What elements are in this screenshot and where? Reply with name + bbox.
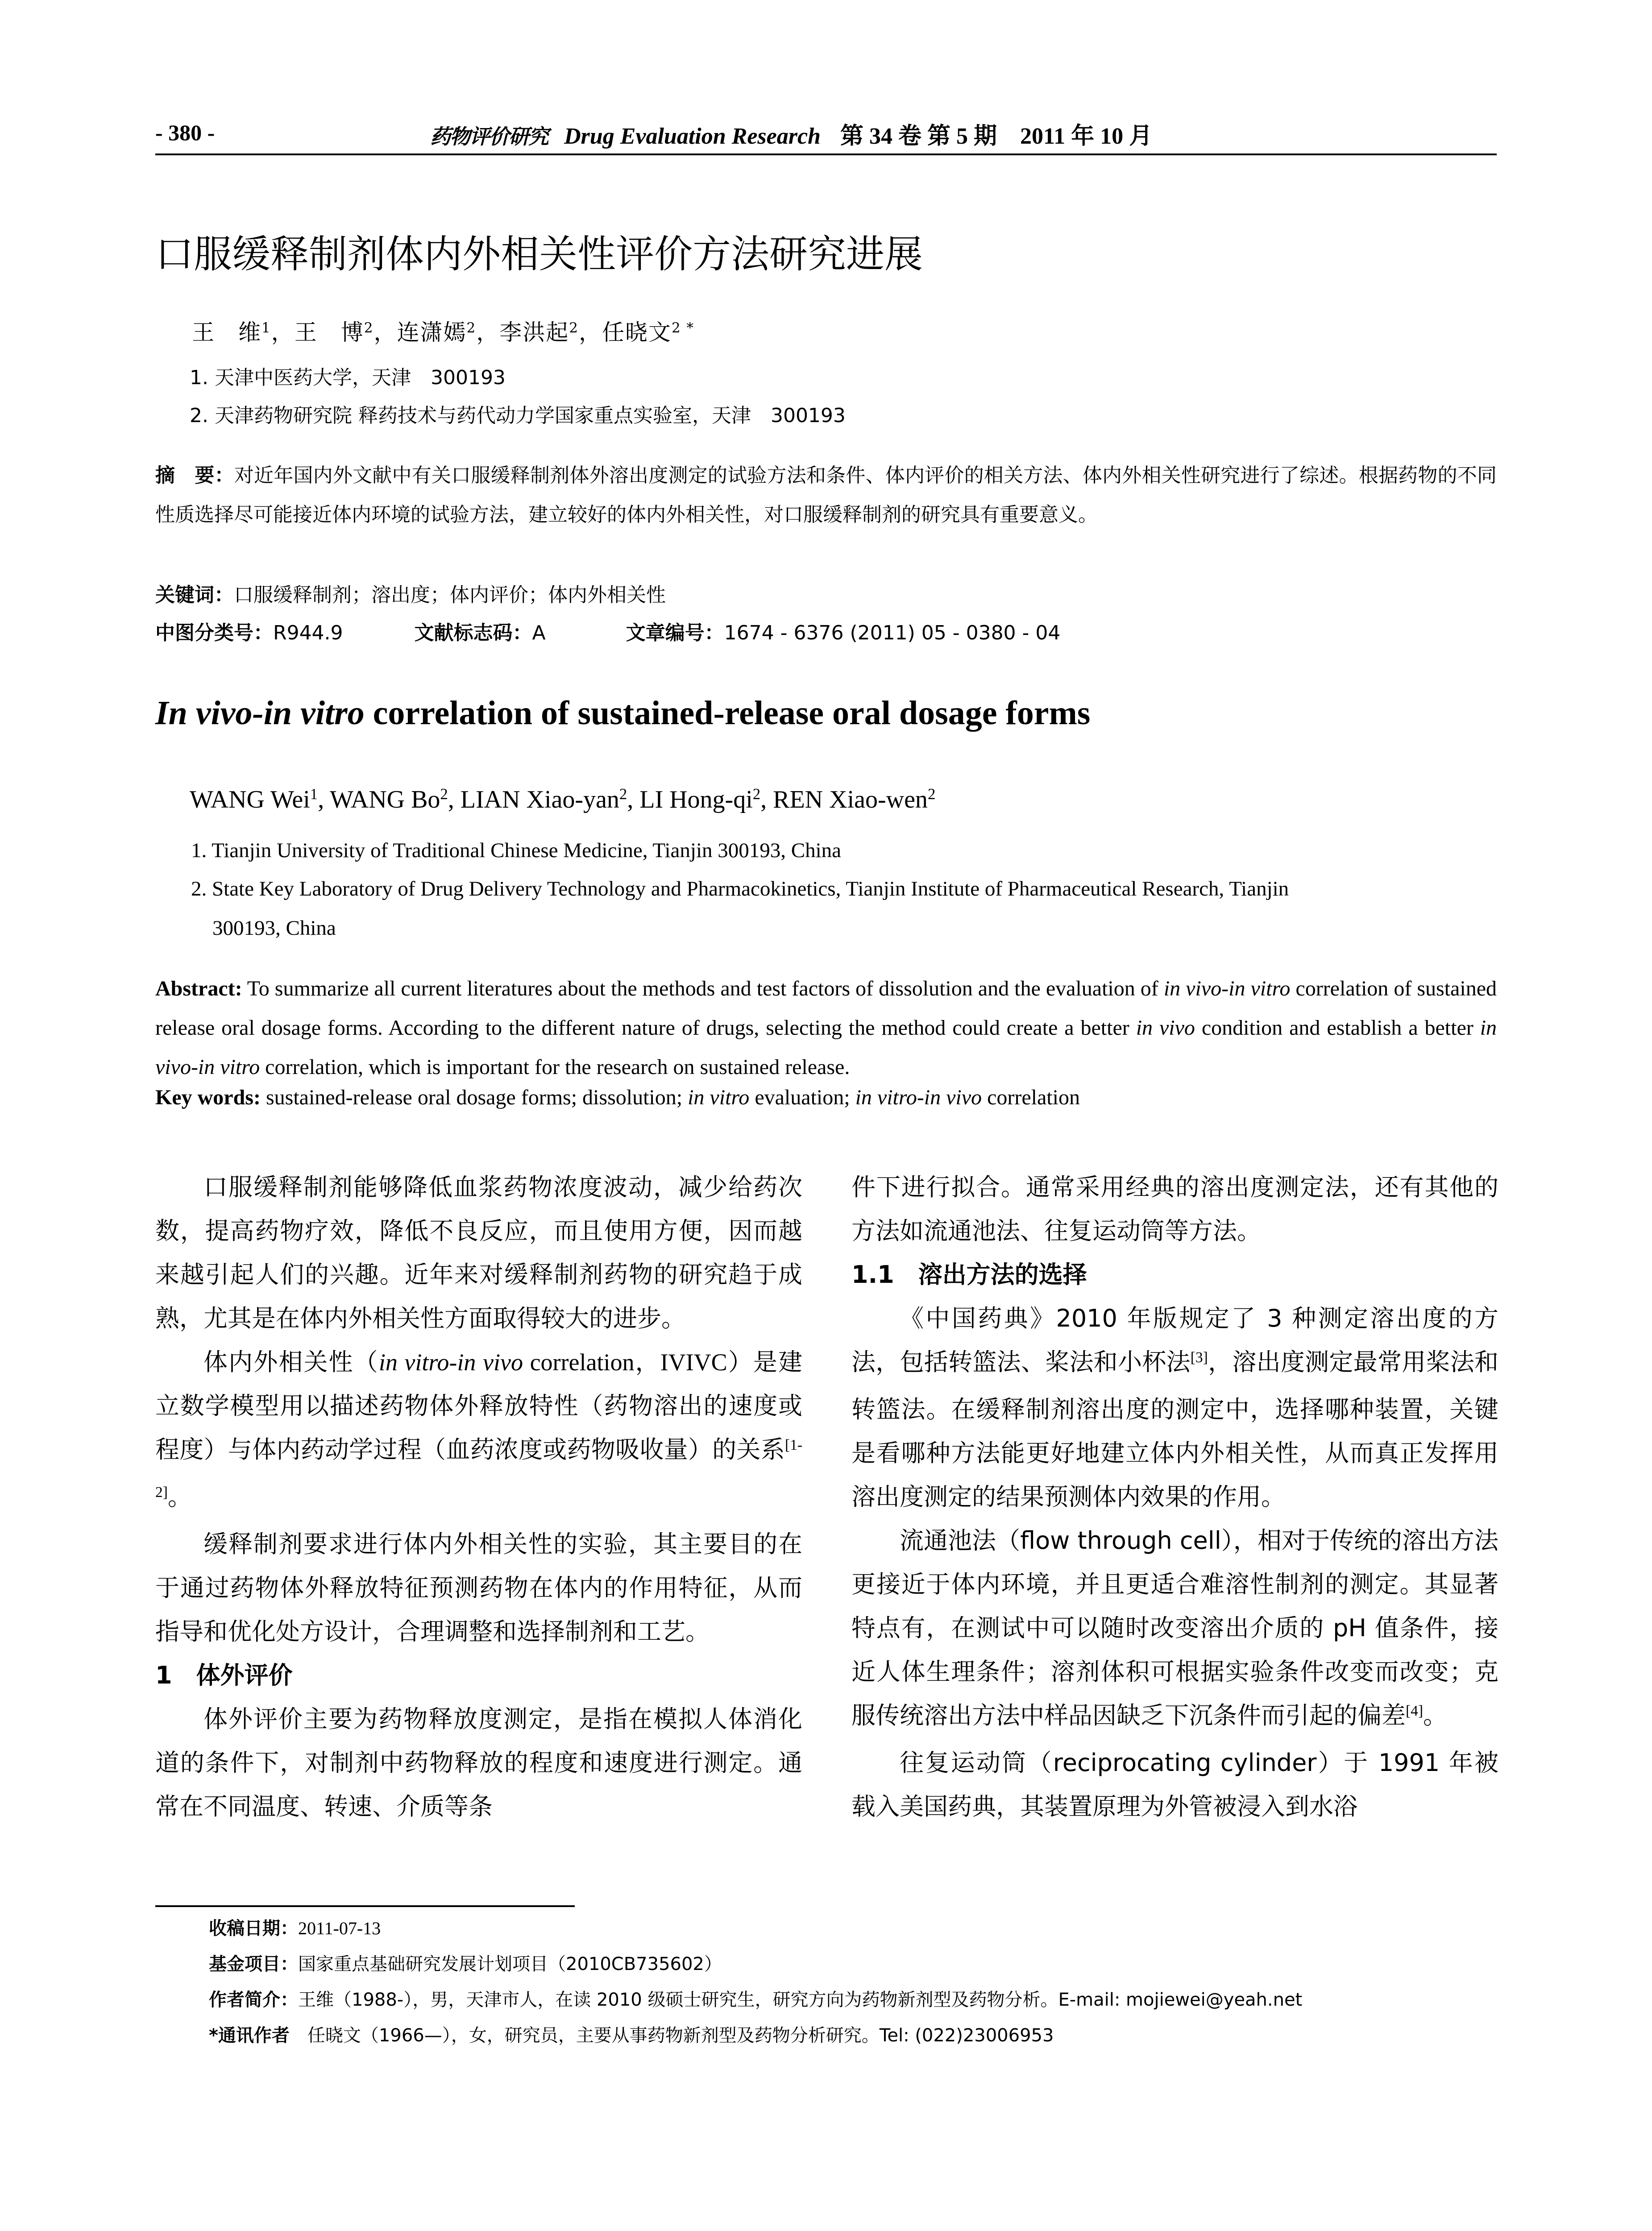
classification-line [155,614,1497,653]
keywords-cn-label: 关键词： [155,584,234,606]
citation-ref: [1-2] [155,1436,802,1501]
abstract-en-italic: in vivo-in vitro [1163,977,1291,1000]
affiliation-cn-2: 2. 天津药物研究院 释药技术与药代动力学国家重点实验室，天津 300193 [190,404,846,427]
author-sup: 1 [261,319,271,336]
title-en [155,694,1090,733]
running-header [155,120,1497,155]
footnote-text: 王维（1988-），男，天津市人，在读 2010 级硕士研究生，研究方向为药物新剂型及药物分析。E-mail: mojiewei@yeah.net [298,1990,1303,2010]
author-cn: 连潇嫣 [397,319,467,345]
section-heading: 1 体外评价 [155,1661,293,1689]
abstract-cn [155,456,1497,535]
body-paragraph: 缓释制剂要求进行体内外相关性的实验，其主要目的在于通过药物体外释放特征预测药物在体内的作用特征，从而指导和优化处方设计，合理调整和选择制剂和工艺。 [155,1530,802,1646]
body-text: 。 [167,1483,192,1511]
keywords-cn [155,576,1497,615]
body-column-right [851,1165,1498,1829]
title-en-italic: In vivo-in vitro [155,694,365,732]
issue-info: 第 34 卷 第 5 期 2011 年 10 月 [840,124,1153,149]
keywords-en [155,1085,1497,1110]
body-text: correlation，IVIVC）是建立数学模型用以描述药物体外释放特性（药物溶出的速度或程度）与体内药动学过程（血药浓度或药物吸收量）的关系 [155,1349,802,1463]
footnote-text: 任晓文（1966—），女，研究员，主要从事药物新剂型及药物分析研究。Tel: (022)23006953 [289,2025,1054,2046]
author-sup: 2 [466,319,477,336]
body-text: 《中国药典》2010 年版规定了 3 种测定溶出度的方法，包括转篮法、桨法和小杯法 [851,1304,1498,1376]
body-text: 体内外相关性（ [203,1348,379,1376]
citation-ref: [3] [1190,1349,1208,1366]
body-column-left [155,1165,802,1829]
article-no-label: 文章编号： [626,622,724,644]
footnote-rule [155,1905,575,1907]
keywords-en-italic: in vitro [688,1086,750,1109]
affiliation-en-2-line1: 2. State Key Laboratory of Drug Delivery Technology and Pharmacokinetics, Tianjin Institute of Pharmaceutical Research, Tianjin [191,877,1289,900]
body-text: ，溶出度测定最常用桨法和转篮法。在缓释制剂溶出度的测定中，选择哪种装置，关键是看哪种方法能更好地建立体内外相关性，从而真正发挥用溶出度测定的结果预测体内效果的作用。 [851,1348,1499,1511]
author-en: WANG Wei [190,786,310,813]
body-paragraph [155,1340,802,1522]
doc-code-label: 文献标志码： [414,622,532,644]
author-sup: 2 [364,319,374,336]
abstract-en-text: condition and establish a better [1195,1016,1480,1040]
body-italic: in vitro-in vivo [378,1349,523,1376]
abstract-en-italic: in vivo-in vitro [155,1016,1497,1079]
keywords-cn-text: 口服缓释制剂；溶出度；体内评价；体内外相关性 [234,584,666,606]
body-paragraph: 往复运动筒（reciprocating cylinder）于 1991 年被载入美国药典，其装置原理为外管被浸入到水浴 [851,1749,1498,1820]
footnote-text: 2011-07-13 [298,1918,381,1938]
affiliation-en-2-line2: 300193, China [212,916,336,940]
citation-ref: [4] [1406,1702,1424,1719]
abstract-en-italic: in vivo [1136,1016,1195,1040]
abstract-en-text: correlation, which is important for the research on sustained release. [260,1055,850,1079]
section-heading: 1.1 溶出方法的选择 [851,1261,1087,1289]
footnote-label: 基金项目： [209,1954,298,1974]
abstract-cn-text: 对近年国内外文献中有关口服缓释制剂体外溶出度测定的试验方法和条件、体内评价的相关方法、体内外相关性研究进行了综述。根据药物的不同性质选择尽可能接近体内环境的试验方法，建立较好的体内外相关性，对口服缓释制剂的研究具有重要意义。 [155,464,1497,526]
clc-value: R944.9 [273,622,343,644]
keywords-en-text: sustained-release oral dosage forms; dissolution; [260,1086,688,1109]
clc-label: 中图分类号： [155,622,273,644]
affiliation-cn-1: 1. 天津中医药大学，天津 300193 [190,366,506,389]
author-cn: 王 维 [192,319,261,345]
article-no-value: 1674 - 6376 (2011) 05 - 0380 - 04 [724,622,1061,644]
abstract-en [155,969,1497,1087]
keywords-en-italic: in vitro-in vivo [855,1086,982,1109]
author-sup: 2 [569,319,579,336]
body-text: 流通池法（flow through cell），相对于传统的溶出方法更接近于体内环境，并且更适合难溶性制剂的测定。其显著特点有，在测试中可以随时改变溶出介质的 pH 值条件，接近人体生理条件；溶剂体积可根据实验条件改变而改变；克服传统溶出方法中样品因缺乏下沉条件而引起的偏差 [851,1526,1498,1729]
authors-cn: 王 维$^1$，王 博$^2$，连潇嫣$^2$，李洪起$^2$，任晓文$^{2 *}$ [192,319,695,345]
journal-english-name: Drug Evaluation Research [564,124,821,149]
author-en: , LI Hong-qi [627,786,753,813]
author-cn: 李洪起 [499,319,569,345]
footnote-text: 国家重点基础研究发展计划项目（2010CB735602） [298,1954,722,1974]
header-rule [155,153,1497,155]
footnote-label: *通讯作者 [209,2025,290,2046]
footnote-label: 作者简介： [209,1990,298,2010]
title-cn: 口服缓释制剂体内外相关性评价方法研究进展 [155,232,923,277]
footnote-label: 收稿日期： [209,1918,298,1939]
abstract-en-text: correlation of sustained release oral dosage forms. According to the different nature of drugs, selecting the method could create a better [155,977,1497,1040]
footnote-received [209,1914,381,1940]
author-en: , WANG Bo [318,786,440,813]
doc-code-value: A [532,622,546,644]
abstract-en-text: To summarize all current literatures about the methods and test factors of dissolution and the evaluation of [242,977,1164,1000]
author-sup: 2 [440,785,448,803]
keywords-en-label: Key words: [155,1086,261,1109]
author-sup: 2 [752,785,761,803]
abstract-cn-label: 摘 要： [155,464,234,487]
author-en: , LIAN Xiao-yan [448,786,619,813]
keywords-en-text: evaluation; [749,1086,855,1109]
page-number: - 380 - [155,120,215,145]
abstract-en-label: Abstract: [155,977,242,1000]
journal-logo: 药物评价研究 [430,124,548,149]
author-cn: 王 博 [294,319,364,345]
journal-info [430,117,1152,150]
author-sup: 2 [619,785,627,803]
affiliation-en-1: 1. Tianjin University of Traditional Chinese Medicine, Tianjin 300193, China [191,839,842,862]
body-paragraph: 口服缓释制剂能够降低血浆药物浓度波动，减少给药次数，提高药物疗效，降低不良反应，而且使用方便，因而越来越引起人们的兴趣。近年来对缓释制剂药物的研究趋于成熟，尤其是在体内外相关性方面取得较大的进步。 [155,1173,802,1332]
footnote-author [209,1986,1302,2011]
title-en-rest: correlation of sustained-release oral dosage forms [364,694,1091,732]
footnote-fund [209,1950,722,1975]
affiliation-en-2 [191,869,1497,948]
author-sup: 1 [310,785,318,803]
footnote-corresponding [209,2021,1054,2047]
author-sup: 2 [927,785,936,803]
body-paragraph [851,1297,1498,1519]
body-paragraph: 体外评价主要为药物释放度测定，是指在模拟人体消化道的条件下，对制剂中药物释放的程度和速度进行测定。通常在不同温度、转速、介质等条 [155,1705,802,1820]
body-text: 。 [1423,1701,1448,1729]
authors-en [190,785,935,814]
body-paragraph: 件下进行拟合。通常采用经典的溶出度测定法，还有其他的方法如流通池法、往复运动筒等方法。 [851,1173,1498,1245]
keywords-en-text: correlation [982,1086,1080,1109]
author-cn: 任晓文 [602,319,672,345]
author-sup: 2 * [671,319,695,336]
body-paragraph [851,1519,1498,1741]
author-en: , REN Xiao-wen [760,786,928,813]
